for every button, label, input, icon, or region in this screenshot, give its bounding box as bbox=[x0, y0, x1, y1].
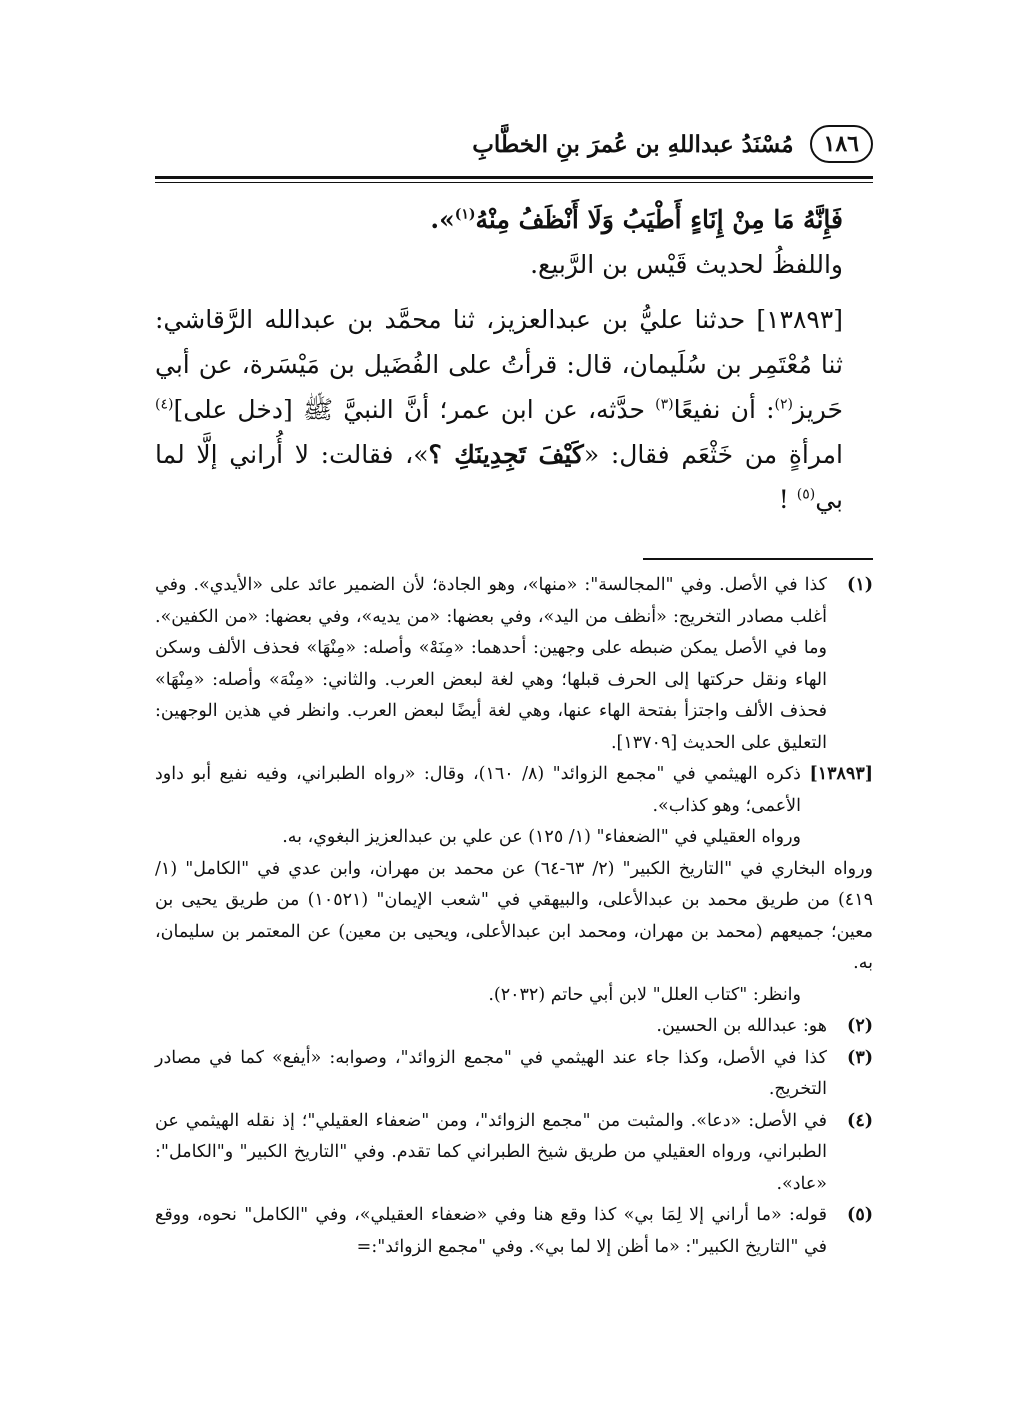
prophet-quote: كَيْفَ تَجِدِينَكِ ؟ bbox=[428, 440, 584, 469]
isnad-text-3: حدَّثه، عن ابن عمر؛ أنَّ النبيَّ ﷺ [دخل على] bbox=[173, 395, 656, 424]
page-number: ١٨٦ bbox=[810, 125, 873, 163]
matn-text-2: »، فقالت: لا أُراني إلَّا لما بي bbox=[155, 440, 843, 514]
footnote-text: ورواه العقيلي في "الضعفاء" (١/ ١٢٥) عن علي بن عبدالعزيز البغوي، به. bbox=[282, 827, 801, 847]
footnote-body bbox=[155, 1043, 827, 1106]
page-header bbox=[155, 118, 873, 170]
isnad-text-2: : أن نفيعًا bbox=[673, 395, 775, 424]
footnote-text: ذكره الهيثمي في "مجمع الزوائد" (٨/ ١٦٠)، وقال: «رواه الطبراني، وفيه نفيع أبو داود الأعمى؛ وهو كذاب». bbox=[155, 764, 801, 816]
footnote-continuation bbox=[155, 822, 873, 854]
footnote-ref-3: (٣) bbox=[655, 396, 674, 413]
footnotes bbox=[155, 570, 873, 1263]
footnote bbox=[155, 1106, 873, 1201]
footnote-text: وانظر: "كتاب العلل" لابن أبي حاتم (٢٠٣٢). bbox=[488, 984, 801, 1005]
footnote-text: كذا في الأصل، وكذا جاء عند الهيثمي في "مجمع الزوائد"، وصوابه: «أيفع» كما في مصادر التخريج. bbox=[155, 1047, 827, 1099]
footnote-text: كذا في الأصل. وفي "المجالسة": «منها»، وهو الجادة؛ لأن الضمير عائد على «الأيدي». وفي أغلب مصادر التخريج: «أنظف من اليد»، وفي بعضها: «من يديه»، وفي بعضها: «من الكفين». وما في الأصل يمكن ضبطه على وجهين: أحدهما: «مِنَهْ» وأصله: «مِنْهَا» فحذف الألف وسكن الهاء ونقل حركتها إلى الحرف قبلها؛ وهي لغة لبعض العرب. والثاني: «مِنْهَ» وأصله: «مِنْهَا» فحذف الألف واجتزأ بفتحة الهاء عنها، وهي لغة أيضًا لبعض العرب. وانظر في هذين الوجهين: التعليق على الحديث [١٣٧٠٩]. bbox=[155, 575, 827, 753]
footnote-ref-4: (٤) bbox=[155, 396, 174, 413]
footnote-number: (٤) bbox=[847, 1110, 873, 1131]
footnote-body bbox=[155, 854, 873, 980]
matn-end: ! bbox=[778, 485, 797, 514]
footnote-text: قوله: «ما أراني إلا لِمَا بي» كذا وقع هنا وفي «ضعفاء العقيلي»، وفي "الكامل" نحوه، ووقع في "التاريخ الكبير": «ما أظن إلا لما بي». وفي "مجمع الزوائد":= bbox=[155, 1205, 827, 1257]
footnote-number: (٥) bbox=[847, 1205, 873, 1225]
footnote-text: في الأصل: «دعا». والمثبت من "مجمع الزوائد"، ومن "ضعفاء العقيلي"؛ إذ نقله الهيثمي عن الطبراني، ورواه العقيلي من طريق شيخ الطبراني كما تقدم. وفي "التاريخ الكبير" و"الكامل": «عاد». bbox=[155, 1110, 827, 1194]
matn-text: امرأةٍ من خَثْعَم فقال: « bbox=[583, 440, 844, 469]
hadith-end: ». bbox=[430, 205, 455, 234]
footnote-number: [١٣٨٩٣] bbox=[809, 764, 873, 784]
footnote-body bbox=[155, 1011, 827, 1043]
footnote-body bbox=[155, 570, 827, 759]
footnote-body bbox=[155, 822, 801, 854]
footnote-ref-1: (١) bbox=[454, 206, 476, 223]
footnote-body bbox=[155, 1106, 827, 1201]
isnad-text: [١٣٨٩٣] حدثنا عليُّ بن عبدالعزيز، ثنا محمَّد بن عبدالله الرَّقاشي: ثنا مُعْتَمِر بن سُلَيمان، قال: قرأتُ على الفُضَيل بن مَيْسَرة، عن أبي حَريز bbox=[155, 305, 843, 424]
footnote-ref-2: (٢) bbox=[774, 396, 793, 413]
footnote-separator bbox=[643, 558, 873, 560]
footnote-continuation bbox=[155, 854, 873, 980]
hadith-line bbox=[155, 197, 873, 242]
footnote-continuation bbox=[155, 980, 873, 1012]
footnote-body bbox=[155, 1200, 827, 1263]
footnote-number: (١) bbox=[847, 575, 873, 595]
hadith-13893 bbox=[155, 297, 873, 522]
running-title: مُسْنَدُ عبداللهِ بن عُمرَ بنِ الخطَّابِ bbox=[472, 130, 794, 158]
footnote bbox=[155, 1043, 873, 1106]
footnote-text: ورواه البخاري في "التاريخ الكبير" (٢/ ٦٣-٦٤) عن محمد بن مهران، وابن عدي في "الكامل" (١/ ٤١٩) من طريق محمد بن عبدالأعلى، والبيهقي في "شعب الإيمان" (١٠٥٢١) من طريق يحيى بن معين؛ جميعهم (محمد بن مهران، ومحمد ابن عبدالأعلى، ويحيى بن معين) عن المعتمر بن سليمان، به. bbox=[155, 858, 873, 973]
footnote-number: (٣) bbox=[847, 1047, 873, 1068]
footnote-body bbox=[155, 759, 801, 822]
footnote-ref-5: (٥) bbox=[796, 486, 816, 503]
footnote bbox=[155, 1011, 873, 1043]
footnote bbox=[155, 570, 873, 759]
footnote bbox=[155, 1200, 873, 1263]
document-page bbox=[155, 118, 873, 1263]
footnote bbox=[155, 759, 873, 822]
wording-note: واللفظُ لحديث قَيْس بن الرَّبيع. bbox=[530, 250, 843, 279]
footnote-number: (٢) bbox=[847, 1016, 873, 1036]
main-text bbox=[155, 197, 873, 522]
hadith-text: فَإِنَّهُ مَا مِنْ إِنَاءٍ أَطْيَبُ وَلَا أَنْظَفُ مِنْهُ bbox=[475, 205, 843, 234]
header-rule bbox=[155, 176, 873, 183]
footnote-text: هو: عبدالله بن الحسين. bbox=[656, 1016, 827, 1036]
footnote-body bbox=[155, 980, 801, 1012]
